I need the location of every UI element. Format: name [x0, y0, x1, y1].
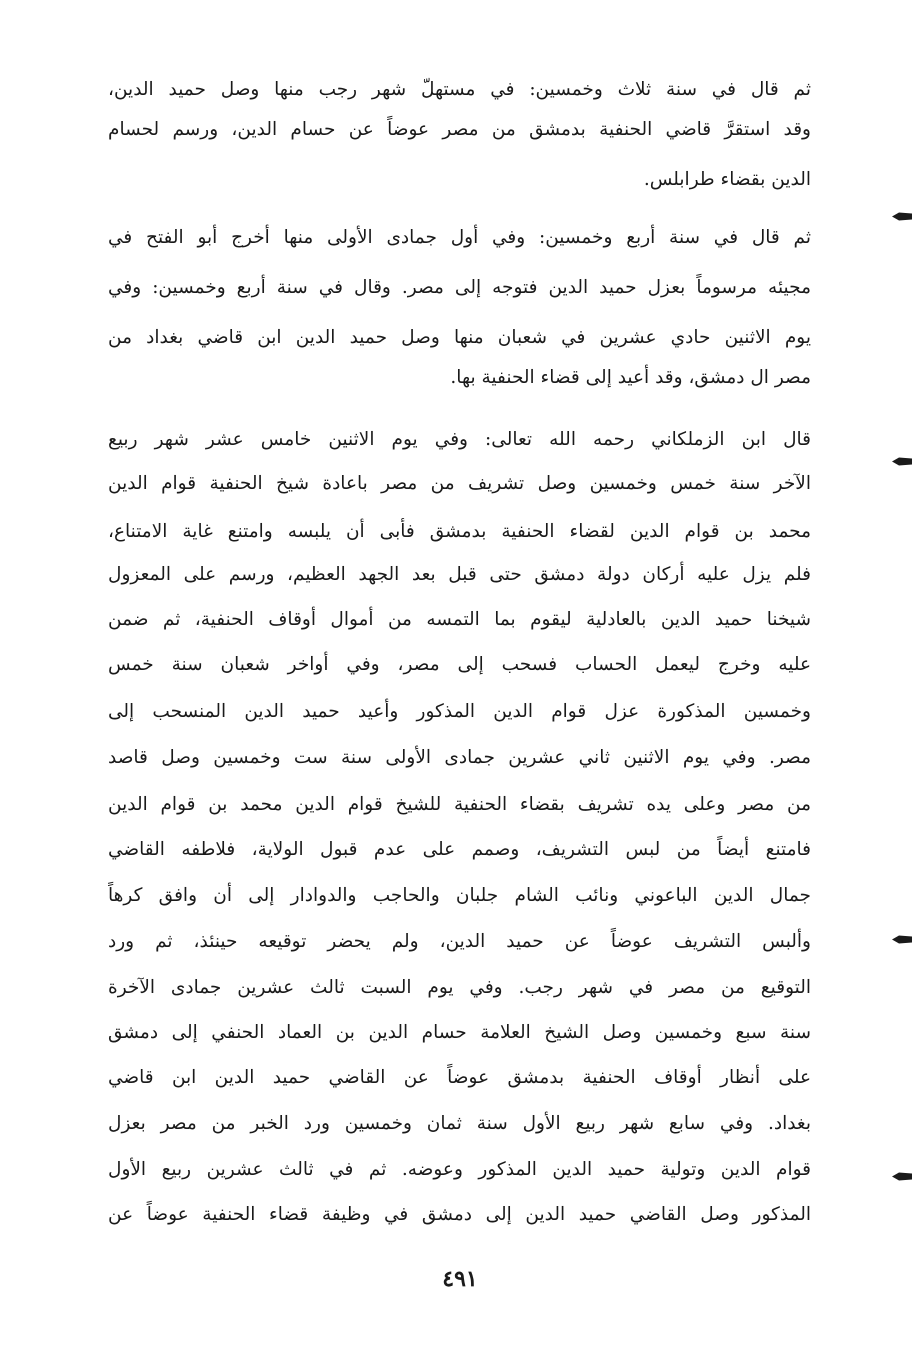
text-line: التوقيع من مصر في شهر رجب. وفي يوم السبت ثالث عشرين جمادى الآخرة	[108, 977, 811, 998]
text-line: مجيئه مرسوماً بعزل حميد الدين فتوجه إلى مصر. وقال في سنة أربع وخمسين: وفي	[108, 277, 811, 298]
text-line: جمال الدين الباعوني ونائب الشام جلبان والحاجب والدوادار إلى أن وافق كرهاً	[108, 885, 811, 906]
text-line: من مصر وعلى يده تشريف بقضاء الحنفية للشيخ قوام الدين محمد بن قوام الدين	[108, 794, 811, 815]
text-line: قوام الدين وتولية حميد الدين المذكور وعوضه. ثم في ثالث عشرين ربيع الأول	[108, 1159, 811, 1180]
text-line: بغداد. وفي سابع شهر ربيع الأول سنة ثمان وخمسين ورد الخبر من مصر بعزل	[108, 1113, 811, 1134]
text-line: مصر. وفي يوم الاثنين ثاني عشرين جمادى الأولى سنة ست وخمسين وصل قاصد	[108, 747, 811, 768]
text-line: الدين بقضاء طرابلس.	[643, 169, 811, 190]
text-line: شيخنا حميد الدين بالعادلية ليقوم بما التمسه من أموال أوقاف الحنفية، ثم ضمن	[108, 609, 811, 630]
text-line: فلم يزل عليه أركان دولة دمشق حتى قبل بعد الجهد العظيم، ورسم على المعزول	[108, 564, 811, 585]
text-line: على أنظار أوقاف الحنفية بدمشق عوضاً عن القاضي حميد الدين ابن قاضي	[108, 1067, 811, 1088]
left-pointing-hand-icon	[892, 457, 912, 466]
text-line: الآخر سنة خمس وخمسين وصل تشريف من مصر باعادة شيخ الحنفية قوام الدين	[108, 473, 811, 494]
text-line: سنة سبع وخمسين وصل الشيخ العلامة حسام الدين بن العماد الحنفي إلى دمشق	[108, 1022, 811, 1043]
text-line: قال ابن الزملكاني رحمه الله تعالى: وفي يوم الاثنين خامس عشر شهر ربيع	[108, 429, 811, 450]
text-line: يوم الاثنين حادي عشرين في شعبان منها وصل حميد الدين ابن قاضي بغداد من	[108, 327, 811, 348]
text-line: مصر ال دمشق، وقد أعيد إلى قضاء الحنفية بها.	[450, 367, 811, 388]
text-line: وخمسين المذكورة عزل قوام الدين المذكور وأعيد حميد الدين المنسحب إلى	[108, 701, 811, 722]
text-line: عليه وخرج ليعمل الحساب فسحب إلى مصر، وفي أواخر شعبان سنة خمس	[108, 654, 811, 675]
text-line: ثم قال في سنة أربع وخمسين: وفي أول جمادى الأولى منها أخرج أبو الفتح في	[108, 227, 811, 248]
text-line: المذكور وصل القاضي حميد الدين إلى دمشق في وظيفة قضاء الحنفية عوضاً عن	[108, 1204, 811, 1225]
text-line: ثم قال في سنة ثلاث وخمسين: في مستهلّ شهر رجب منها وصل حميد الدين،	[108, 79, 811, 100]
text-line: محمد بن قوام الدين لقضاء الحنفية بدمشق فأبى أن يلبسه وامتنع غاية الامتناع،	[108, 521, 811, 542]
text-line: وقد استقرَّ قاضي الحنفية بدمشق من مصر عوضاً عن حسام الدين، ورسم لحسام	[108, 119, 811, 140]
text-line: وألبس التشريف عوضاً عن حميد الدين، ولم يحضر توقيعه حينئذ، ثم ورد	[108, 931, 811, 952]
left-pointing-hand-icon	[892, 935, 912, 944]
left-pointing-hand-icon	[892, 212, 912, 221]
text-line: فامتنع أيضاً من لبس التشريف، وصمم على عدم قبول الولاية، فلاطفه القاضي	[108, 839, 811, 860]
left-pointing-hand-icon	[892, 1172, 912, 1181]
page-number: ٤٩١	[442, 1266, 478, 1292]
